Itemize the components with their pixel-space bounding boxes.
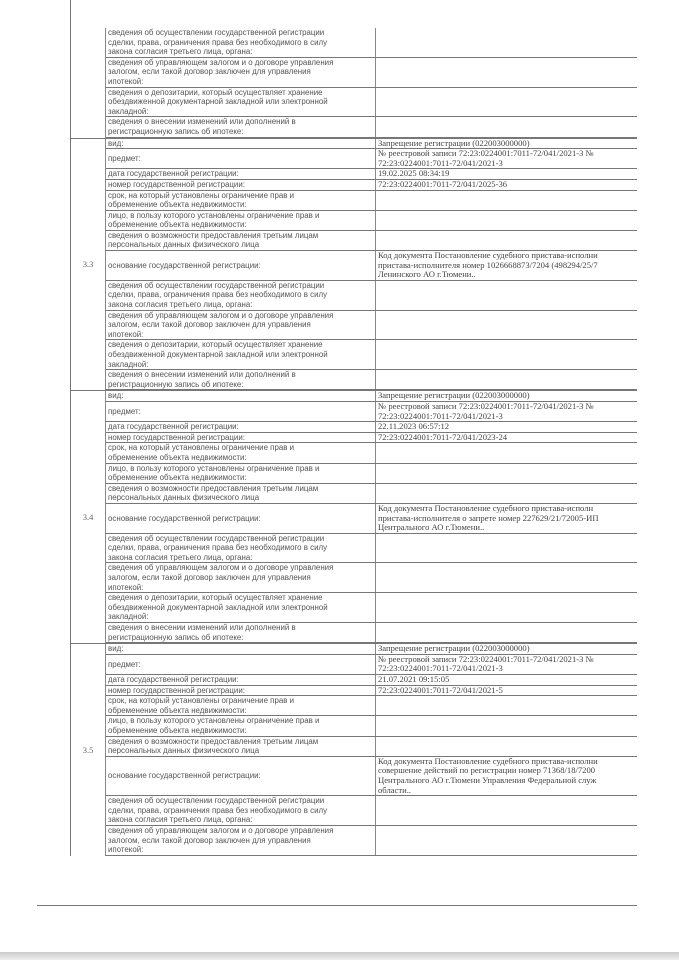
table-row [106,686,637,697]
table-row [106,28,637,58]
table-row [106,655,637,675]
table-row [106,370,637,390]
table-row [106,716,637,736]
field-label: сведения о возможности предоставления третьим лицам персональных данных физического лица [106,737,376,756]
table-row [106,251,637,281]
table-row [106,149,637,169]
field-label: сведения об управляющем залогом и о договоре управления залогом, если такой договор заключен для управления ипотекой: [106,563,376,592]
table-border [70,0,71,28]
table-row [106,58,637,88]
field-label: сведения об осуществлении государственной регистрации сделки, права, ограничения права без необходимого в силу закона согласия третьего лица, органа: [106,281,376,310]
field-value [376,191,637,210]
field-value [376,716,637,735]
table-row [106,737,637,757]
field-value: 72:23:0224001:7011-72/041/2023-24 [378,432,508,442]
encumbrances-table [70,28,637,856]
table-row [106,281,637,311]
field-value [376,443,637,462]
field-label: предмет: [106,149,376,168]
table-row [106,534,637,564]
field-value [376,28,637,57]
field-value [376,88,637,117]
record-number: 3.3 [71,138,105,391]
field-label: дата государственной регистрации: [106,675,376,685]
field-value: Запрещение регистрации (022003000000) [378,644,530,654]
field-label: сведения об осуществлении государственной регистрации сделки, права, ограничения права без необходимого в силу закона согласия третьего лица, органа: [106,534,376,563]
field-label: лицо, в пользу которого установлены ограничение прав и обременение объекта недвижимости: [106,716,376,735]
table-row [106,340,637,370]
field-label: сведения о внесении изменений или дополнений в регистрационную запись об ипотеке: [106,623,376,642]
record-number: 3.4 [71,390,105,643]
field-label: сведения об управляющем залогом и о договоре управления залогом, если такой договор заключен для управления ипотекой: [106,58,376,87]
table-row [106,211,637,231]
field-label: сведения о внесении изменений или дополнений в регистрационную запись об ипотеке: [106,117,376,136]
field-label: срок, на который установлены ограничение прав и обременение объекта недвижимости: [106,191,376,210]
table-row [106,117,637,137]
table-row [106,504,637,534]
table-row [106,391,637,402]
record-number: 3.5 [71,643,105,855]
field-value: Код документа Постановление судебного пристава-исполни совершение действий по регистрации номер 71368/18/7200 Центрального АО г.Тюмени Управления Федеральной служ области.. [378,756,598,795]
field-label: дата государственной регистрации: [106,169,376,179]
table-row [106,593,637,623]
field-label: сведения об осуществлении государственной регистрации сделки, права, ограничения права без необходимого в силу закона согласия третьего лица, органа: [106,28,376,57]
field-label: сведения об управляющем залогом и о договоре управления залогом, если такой договор заключен для управления ипотекой: [106,311,376,340]
table-row [106,644,637,655]
record-rows [105,28,637,138]
field-value [376,311,637,340]
table-row [106,169,637,180]
table-row [106,757,637,796]
field-value [376,563,637,592]
table-row [106,88,637,118]
field-value [376,464,637,483]
table-row [106,623,637,643]
field-label: основание государственной регистрации: [106,251,376,280]
record-section [70,390,637,643]
field-label: вид: [106,139,376,149]
field-label: лицо, в пользу которого установлены ограничение прав и обременение объекта недвижимости: [106,464,376,483]
table-row [106,231,637,251]
field-value: 19.02.2025 08:34:19 [378,169,450,179]
field-value [376,340,637,369]
field-value [376,231,637,250]
field-value: № реестровой записи 72:23:0224001:7011-72/041/2021-3 № 72:23:0224001:7011-72/041/2021-3 [378,654,594,674]
field-label: сведения об управляющем залогом и о договоре управления залогом, если такой договор заключен для управления ипотекой: [106,826,376,855]
record-rows [105,138,637,391]
field-label: сведения о депозитарии, который осуществляет хранение обездвиженной документарной закладной или электронной закладной: [106,593,376,622]
field-value: 72:23:0224001:7011-72/041/2021-5 [378,685,503,695]
field-value: Код документа Постановление судебного пристава-исполни пристава-исполнителя номер 1026668873/7204 (498294/25/7 Ленинского АО г.Тюмени.. [378,251,598,280]
field-label: номер государственной регистрации: [106,686,376,696]
field-value [376,737,637,756]
table-row [106,139,637,150]
field-value [376,623,637,642]
field-label: предмет: [106,655,376,674]
field-label: сведения о внесении изменений или дополнений в регистрационную запись об ипотеке: [106,370,376,389]
table-row [106,443,637,463]
field-value [376,58,637,87]
table-row [106,311,637,341]
field-label: лицо, в пользу которого установлены ограничение прав и обременение объекта недвижимости: [106,211,376,230]
table-row [106,796,637,826]
field-value: № реестровой записи 72:23:0224001:7011-72/041/2021-3 № 72:23:0224001:7011-72/041/2021-3 [378,149,594,168]
field-label: сведения о депозитарии, который осуществляет хранение обездвиженной документарной закладной или электронной закладной: [106,88,376,117]
field-value [376,484,637,503]
field-value [376,281,637,310]
table-row [106,675,637,686]
record-number [71,28,105,138]
field-label: срок, на который установлены ограничение прав и обременение объекта недвижимости: [106,443,376,462]
field-value: Запрещение регистрации (022003000000) [378,391,530,401]
field-label: срок, на который установлены ограничение прав и обременение объекта недвижимости: [106,696,376,715]
field-value [376,796,637,825]
field-value: Код документа Постановление судебного пристава-исполн пристава-исполнителя о запрете номер 227629/21/72005-ИП Центрального АО г.Тюмени.. [378,503,599,533]
table-row [106,180,637,191]
field-value: 22.11.2023 06:57:12 [378,422,450,432]
table-row [106,484,637,504]
record-rows [105,643,637,855]
table-row [106,422,637,433]
field-label: номер государственной регистрации: [106,433,376,443]
field-value [376,826,637,855]
field-label: основание государственной регистрации: [106,757,376,795]
field-value [376,370,637,389]
record-rows [105,390,637,643]
record-section [70,138,637,391]
field-label: номер государственной регистрации: [106,180,376,190]
field-value [376,117,637,136]
field-value: 72:23:0224001:7011-72/041/2025-36 [378,179,508,189]
table-row [106,433,637,444]
field-value [376,593,637,622]
field-label: предмет: [106,402,376,421]
field-label: сведения о депозитарии, который осуществляет хранение обездвиженной документарной закладной или электронной закладной: [106,340,376,369]
record-section [70,28,637,138]
record-section [70,643,637,855]
table-row [106,402,637,422]
table-row [106,464,637,484]
table-row [106,696,637,716]
table-row [106,563,637,593]
field-label: сведения о возможности предоставления третьим лицам персональных данных физического лица [106,484,376,503]
scan-edge [0,952,679,960]
field-value: 21.07.2021 09:15:05 [378,675,450,684]
field-value: Запрещение регистрации (022003000000) [378,138,530,148]
field-label: дата государственной регистрации: [106,422,376,432]
field-label: основание государственной регистрации: [106,504,376,533]
field-label: сведения о возможности предоставления третьим лицам персональных данных физического лица [106,231,376,250]
field-value: № реестровой записи 72:23:0224001:7011-72/041/2021-3 № 72:23:0224001:7011-72/041/2021-3 [378,401,594,421]
field-value [376,211,637,230]
table-row [106,826,637,856]
table-row [106,191,637,211]
field-label: вид: [106,391,376,401]
page-bottom-rule [37,905,637,906]
field-label: вид: [106,644,376,654]
field-label: сведения об осуществлении государственной регистрации сделки, права, ограничения права без необходимого в силу закона согласия третьего лица, органа: [106,796,376,825]
field-value [376,696,637,715]
field-value [376,534,637,563]
